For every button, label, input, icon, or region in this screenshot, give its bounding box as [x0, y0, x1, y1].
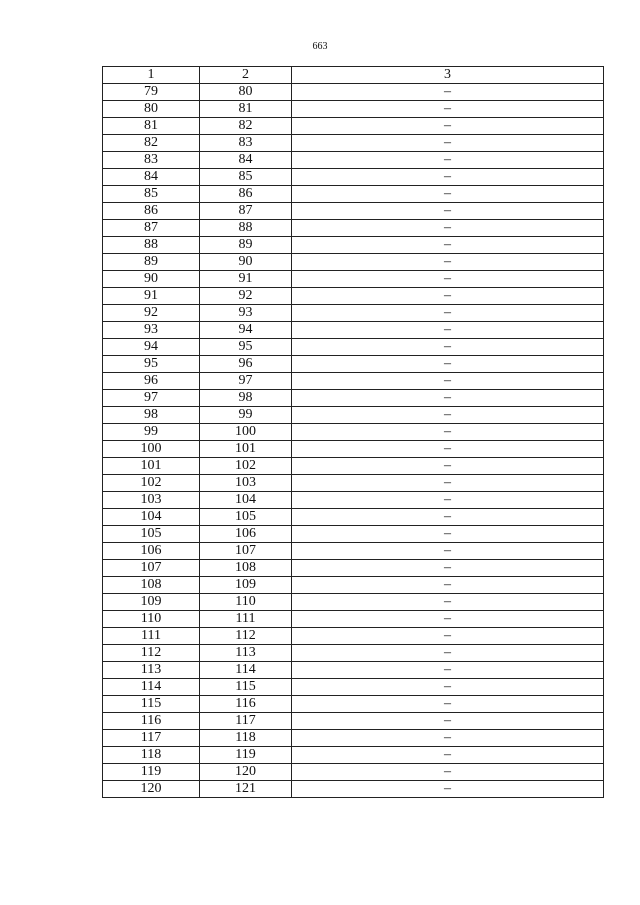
table-cell: 114	[103, 679, 200, 696]
table-cell: 118	[103, 747, 200, 764]
table-cell: 94	[103, 339, 200, 356]
table-cell: 83	[103, 152, 200, 169]
table-row	[103, 305, 604, 322]
table-cell: 115	[103, 696, 200, 713]
page-number: 663	[312, 41, 328, 52]
table-cell: –	[292, 152, 604, 169]
table-cell: 103	[200, 475, 292, 492]
table-row	[103, 628, 604, 645]
table-cell: 95	[103, 356, 200, 373]
table-cell: –	[292, 390, 604, 407]
table-cell: 108	[103, 577, 200, 594]
table-cell: 81	[200, 101, 292, 118]
table-cell: 102	[103, 475, 200, 492]
table-cell: 80	[200, 84, 292, 101]
table-cell: 92	[200, 288, 292, 305]
table-cell: 82	[103, 135, 200, 152]
table-cell: –	[292, 560, 604, 577]
table-cell: –	[292, 203, 604, 220]
table-cell: –	[292, 713, 604, 730]
table-cell: –	[292, 118, 604, 135]
table-cell: 112	[200, 628, 292, 645]
table-cell: 100	[200, 424, 292, 441]
table-cell: 88	[103, 237, 200, 254]
table-cell: 89	[103, 254, 200, 271]
table-cell: 117	[103, 730, 200, 747]
table-cell: 97	[103, 390, 200, 407]
table-cell: 99	[103, 424, 200, 441]
column-header: 3	[292, 67, 604, 84]
table-cell: 89	[200, 237, 292, 254]
table-cell: –	[292, 186, 604, 203]
table-row	[103, 169, 604, 186]
table-cell: –	[292, 305, 604, 322]
table-cell: –	[292, 781, 604, 798]
table-cell: 86	[200, 186, 292, 203]
table-cell: 120	[103, 781, 200, 798]
table-cell: 121	[200, 781, 292, 798]
table-cell: 87	[103, 220, 200, 237]
table-cell: 119	[200, 747, 292, 764]
table-cell: 93	[103, 322, 200, 339]
table-cell: 101	[200, 441, 292, 458]
table-row	[103, 594, 604, 611]
table-cell: –	[292, 577, 604, 594]
table-cell: 104	[103, 509, 200, 526]
table-cell: –	[292, 322, 604, 339]
table-cell: 81	[103, 118, 200, 135]
table-cell: –	[292, 475, 604, 492]
table-cell: 110	[103, 611, 200, 628]
table-cell: 109	[103, 594, 200, 611]
table-cell: 98	[103, 407, 200, 424]
table-cell: –	[292, 135, 604, 152]
table-cell: –	[292, 288, 604, 305]
table-cell: 117	[200, 713, 292, 730]
table-cell: 90	[103, 271, 200, 288]
table-cell: 94	[200, 322, 292, 339]
table-cell: –	[292, 441, 604, 458]
table-cell: 100	[103, 441, 200, 458]
header-row	[103, 67, 604, 84]
table-cell: 93	[200, 305, 292, 322]
table-cell: 90	[200, 254, 292, 271]
table-row	[103, 458, 604, 475]
table-cell: 110	[200, 594, 292, 611]
table-cell: –	[292, 628, 604, 645]
table-cell: 98	[200, 390, 292, 407]
table-cell: 103	[103, 492, 200, 509]
table-cell: 97	[200, 373, 292, 390]
table-row	[103, 288, 604, 305]
table-row	[103, 220, 604, 237]
table-row	[103, 271, 604, 288]
table-cell: 92	[103, 305, 200, 322]
table-cell: 96	[103, 373, 200, 390]
table-cell: 82	[200, 118, 292, 135]
table-cell: 87	[200, 203, 292, 220]
table-cell: 106	[103, 543, 200, 560]
table-row	[103, 713, 604, 730]
table-cell: 91	[103, 288, 200, 305]
table-cell: –	[292, 679, 604, 696]
table-cell: 95	[200, 339, 292, 356]
table-row	[103, 356, 604, 373]
table-row	[103, 475, 604, 492]
table-row	[103, 203, 604, 220]
table-cell: 116	[103, 713, 200, 730]
table-row	[103, 747, 604, 764]
table-cell: –	[292, 271, 604, 288]
table-cell: –	[292, 84, 604, 101]
table-cell: 111	[103, 628, 200, 645]
table-cell: 104	[200, 492, 292, 509]
table-cell: 101	[103, 458, 200, 475]
table-cell: –	[292, 526, 604, 543]
table-row	[103, 390, 604, 407]
table-row	[103, 662, 604, 679]
table-row	[103, 254, 604, 271]
column-header: 1	[103, 67, 200, 84]
table-row	[103, 509, 604, 526]
table-cell: 111	[200, 611, 292, 628]
table-cell: 86	[103, 203, 200, 220]
table-cell: –	[292, 424, 604, 441]
table-cell: 88	[200, 220, 292, 237]
table-cell: –	[292, 237, 604, 254]
table-row	[103, 237, 604, 254]
table-cell: 109	[200, 577, 292, 594]
data-table	[102, 66, 604, 798]
table-cell: –	[292, 543, 604, 560]
table-row	[103, 526, 604, 543]
table-cell: 96	[200, 356, 292, 373]
table-cell: 116	[200, 696, 292, 713]
column-header: 2	[200, 67, 292, 84]
table-cell: 85	[200, 169, 292, 186]
table-cell: 118	[200, 730, 292, 747]
table-cell: 107	[200, 543, 292, 560]
table-cell: 114	[200, 662, 292, 679]
table-row	[103, 560, 604, 577]
table-cell: 83	[200, 135, 292, 152]
table-cell: 84	[103, 169, 200, 186]
table-row	[103, 492, 604, 509]
table-row	[103, 441, 604, 458]
table-row	[103, 407, 604, 424]
table-cell: 105	[103, 526, 200, 543]
table-cell: –	[292, 662, 604, 679]
table-row	[103, 696, 604, 713]
table-cell: 91	[200, 271, 292, 288]
table-row	[103, 152, 604, 169]
table-cell: –	[292, 764, 604, 781]
table-row	[103, 679, 604, 696]
table-row	[103, 645, 604, 662]
table-cell: –	[292, 356, 604, 373]
table-cell: 119	[103, 764, 200, 781]
table-header	[103, 67, 604, 84]
table-cell: 85	[103, 186, 200, 203]
table-cell: 106	[200, 526, 292, 543]
table-cell: –	[292, 492, 604, 509]
table-row	[103, 118, 604, 135]
table-cell: 80	[103, 101, 200, 118]
table-row	[103, 764, 604, 781]
table-cell: 113	[200, 645, 292, 662]
table-cell: 120	[200, 764, 292, 781]
table-row	[103, 543, 604, 560]
table-row	[103, 339, 604, 356]
table-row	[103, 730, 604, 747]
table-cell: –	[292, 747, 604, 764]
table-cell: 79	[103, 84, 200, 101]
table-cell: 115	[200, 679, 292, 696]
table-cell: –	[292, 645, 604, 662]
table-row	[103, 322, 604, 339]
table-cell: –	[292, 254, 604, 271]
table-row	[103, 186, 604, 203]
table-cell: 102	[200, 458, 292, 475]
table-cell: 99	[200, 407, 292, 424]
table-cell: 108	[200, 560, 292, 577]
table-cell: –	[292, 611, 604, 628]
table-cell: –	[292, 101, 604, 118]
table-cell: –	[292, 730, 604, 747]
table-cell: –	[292, 169, 604, 186]
table-cell: –	[292, 509, 604, 526]
table-row	[103, 373, 604, 390]
table-cell: 84	[200, 152, 292, 169]
table-row	[103, 577, 604, 594]
table-row	[103, 101, 604, 118]
table-row	[103, 135, 604, 152]
table-cell: –	[292, 373, 604, 390]
table-cell: –	[292, 594, 604, 611]
table-cell: 113	[103, 662, 200, 679]
table-cell: –	[292, 696, 604, 713]
table-row	[103, 424, 604, 441]
table-cell: 105	[200, 509, 292, 526]
table-cell: –	[292, 407, 604, 424]
table-cell: –	[292, 458, 604, 475]
table-body	[103, 84, 604, 798]
table-cell: –	[292, 339, 604, 356]
table-row	[103, 611, 604, 628]
table-row	[103, 781, 604, 798]
table-cell: 107	[103, 560, 200, 577]
table-cell: 112	[103, 645, 200, 662]
table-row	[103, 84, 604, 101]
table-cell: –	[292, 220, 604, 237]
